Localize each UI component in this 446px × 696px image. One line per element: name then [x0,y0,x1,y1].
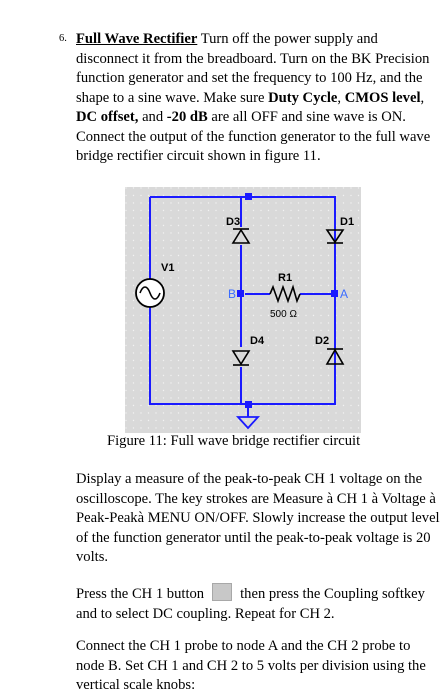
label-d1: D1 [340,216,355,228]
step-text-a: Turn off the power supply and disconnect it from the breadboard. Turn on the BK Precision function generator and set the frequency to 100 Hz, and the shape to a sine wave. Make sure [76,31,430,106]
coupling-text-before: Press the CH 1 button [76,586,205,602]
bridge-rectifier-schematic [125,187,361,433]
step-text-b: , [337,89,345,106]
label-node-b: B [228,287,237,301]
step-title: Full Wave Rectifier [76,31,198,47]
measure-paragraph: Display a measure of the peak-to-peak CH 1 voltage on the oscilloscope. The key strokes are Measure à CH 1 à Voltage à Peak-Peakà MENU ON/OFF. Slowly increase the output level of the function generator until the peak-to-peak voltage is 20 volts. [76,471,440,565]
voltage-source-v1 [136,279,164,307]
probe-paragraph: Connect the CH 1 probe to node A and the CH 2 probe to node B. Set CH 1 and CH 2 to 5 volts per division using the vertical scale knobs: [76,638,426,693]
step-text-e: are all OFF and sine wave is ON. Connect the output of the function generator to the full wave bridge rectifier circuit shown in figure 11. [76,109,431,164]
label-r1: R1 [278,272,293,284]
coupling-text-after: then press the Coupling softkey and to select DC coupling. Repeat for CH 2. [76,586,425,622]
step-paragraph [76,30,440,167]
bold-dc-offset: DC offset, [76,109,139,125]
label-r1-value: 500 Ω [270,309,297,320]
step-text-c: , [420,89,425,106]
figure-caption: Figure 11: Full wave bridge rectifier circuit [107,433,361,449]
coupling-paragraph [76,583,440,624]
label-d3: D3 [226,216,241,228]
bold-cmos-level: CMOS level [344,89,421,106]
label-d4: D4 [250,335,265,347]
label-d2: D2 [315,335,330,347]
bold-duty-cycle: Duty Cycle [268,89,338,106]
schematic-grid-background [125,187,361,433]
label-v1: V1 [161,262,175,274]
step-number: 6. [59,33,67,44]
ch1-button-icon [212,583,232,601]
bold-minus-20db: -20 dB [166,109,208,125]
step-text-d: and [138,109,167,125]
label-node-a: A [340,287,349,301]
